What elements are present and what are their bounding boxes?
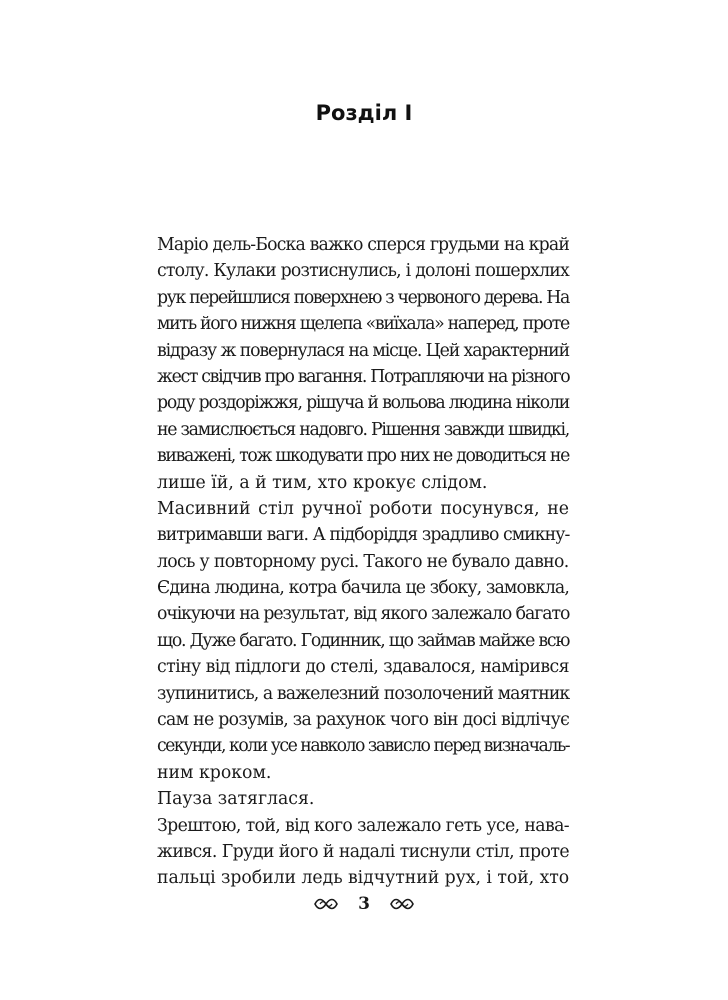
text-line: жився. Груди його й надалі тиснули стіл, проте — [157, 841, 569, 862]
paragraph — [157, 575, 569, 786]
text-line: жест свідчив про вагання. Потрапляючи на різного — [157, 366, 570, 387]
text-line: ним кроком. — [157, 762, 272, 783]
paragraph — [157, 813, 569, 892]
text-line: рук перейшлися поверхнею з червоного дерева. На — [157, 287, 569, 308]
text-line: зупинитись, а важелезний позолочений маятник — [157, 683, 570, 704]
page-number: 3 — [358, 893, 370, 914]
text-line: Маріо дель-Боска важко сперся грудьми на край — [157, 235, 569, 255]
text-line: мить його нижня щелепа «виїхала» наперед, проте — [157, 314, 569, 335]
text-line: що. Дуже багато. Годинник, що займав майже всю — [157, 630, 570, 651]
paragraph — [157, 496, 569, 575]
knot-ornament-icon — [389, 897, 415, 911]
text-line: Масивний стіл ручної роботи посунувся, не — [157, 498, 569, 519]
text-line: Пауза затяглася. — [157, 789, 315, 810]
text-line: лише їй, а й тим, хто крокує слідом. — [157, 472, 488, 493]
text-line: не замислюється надовго. Рішення завжди швидкі, — [157, 419, 570, 440]
text-line: стіну від підлоги до стелі, здавалося, намірився — [157, 657, 569, 678]
text-line: секунди, коли усе навколо зависло перед визначаль- — [157, 736, 570, 757]
chapter-title: Розділ І — [315, 101, 413, 125]
text-line: пальці зробили ледь відчутний рух, і той, хто — [157, 868, 570, 889]
text-line: роду роздоріжжя, рішуча й вольова людина ніколи — [157, 393, 569, 414]
knot-ornament-icon — [313, 897, 339, 911]
body-text — [157, 232, 569, 892]
text-line: очікуючи на результат, від якого залежало багато — [157, 604, 570, 625]
page-footer — [0, 893, 728, 914]
text-line: столу. Кулаки розтиснулись, і долоні пошерхлих — [157, 261, 569, 282]
paragraph — [157, 232, 569, 496]
text-line: витримавши ваги. А підборіддя зрадливо смикну- — [157, 525, 570, 546]
text-line: лось у повторному русі. Такого не бувало давно. — [157, 551, 569, 572]
text-line: відразу ж повернулася на місце. Цей характерний — [157, 340, 569, 361]
text-line: сам не розумів, за рахунок чого він досі відлічує — [157, 710, 570, 731]
paragraph — [157, 786, 569, 812]
text-line: Зрештою, той, від кого залежало геть усе, нава- — [157, 815, 569, 836]
text-line: Єдина людина, котра бачила це збоку, замовкла, — [157, 578, 569, 599]
text-line: виважені, тож шкодувати про них не доводиться не — [157, 446, 569, 467]
